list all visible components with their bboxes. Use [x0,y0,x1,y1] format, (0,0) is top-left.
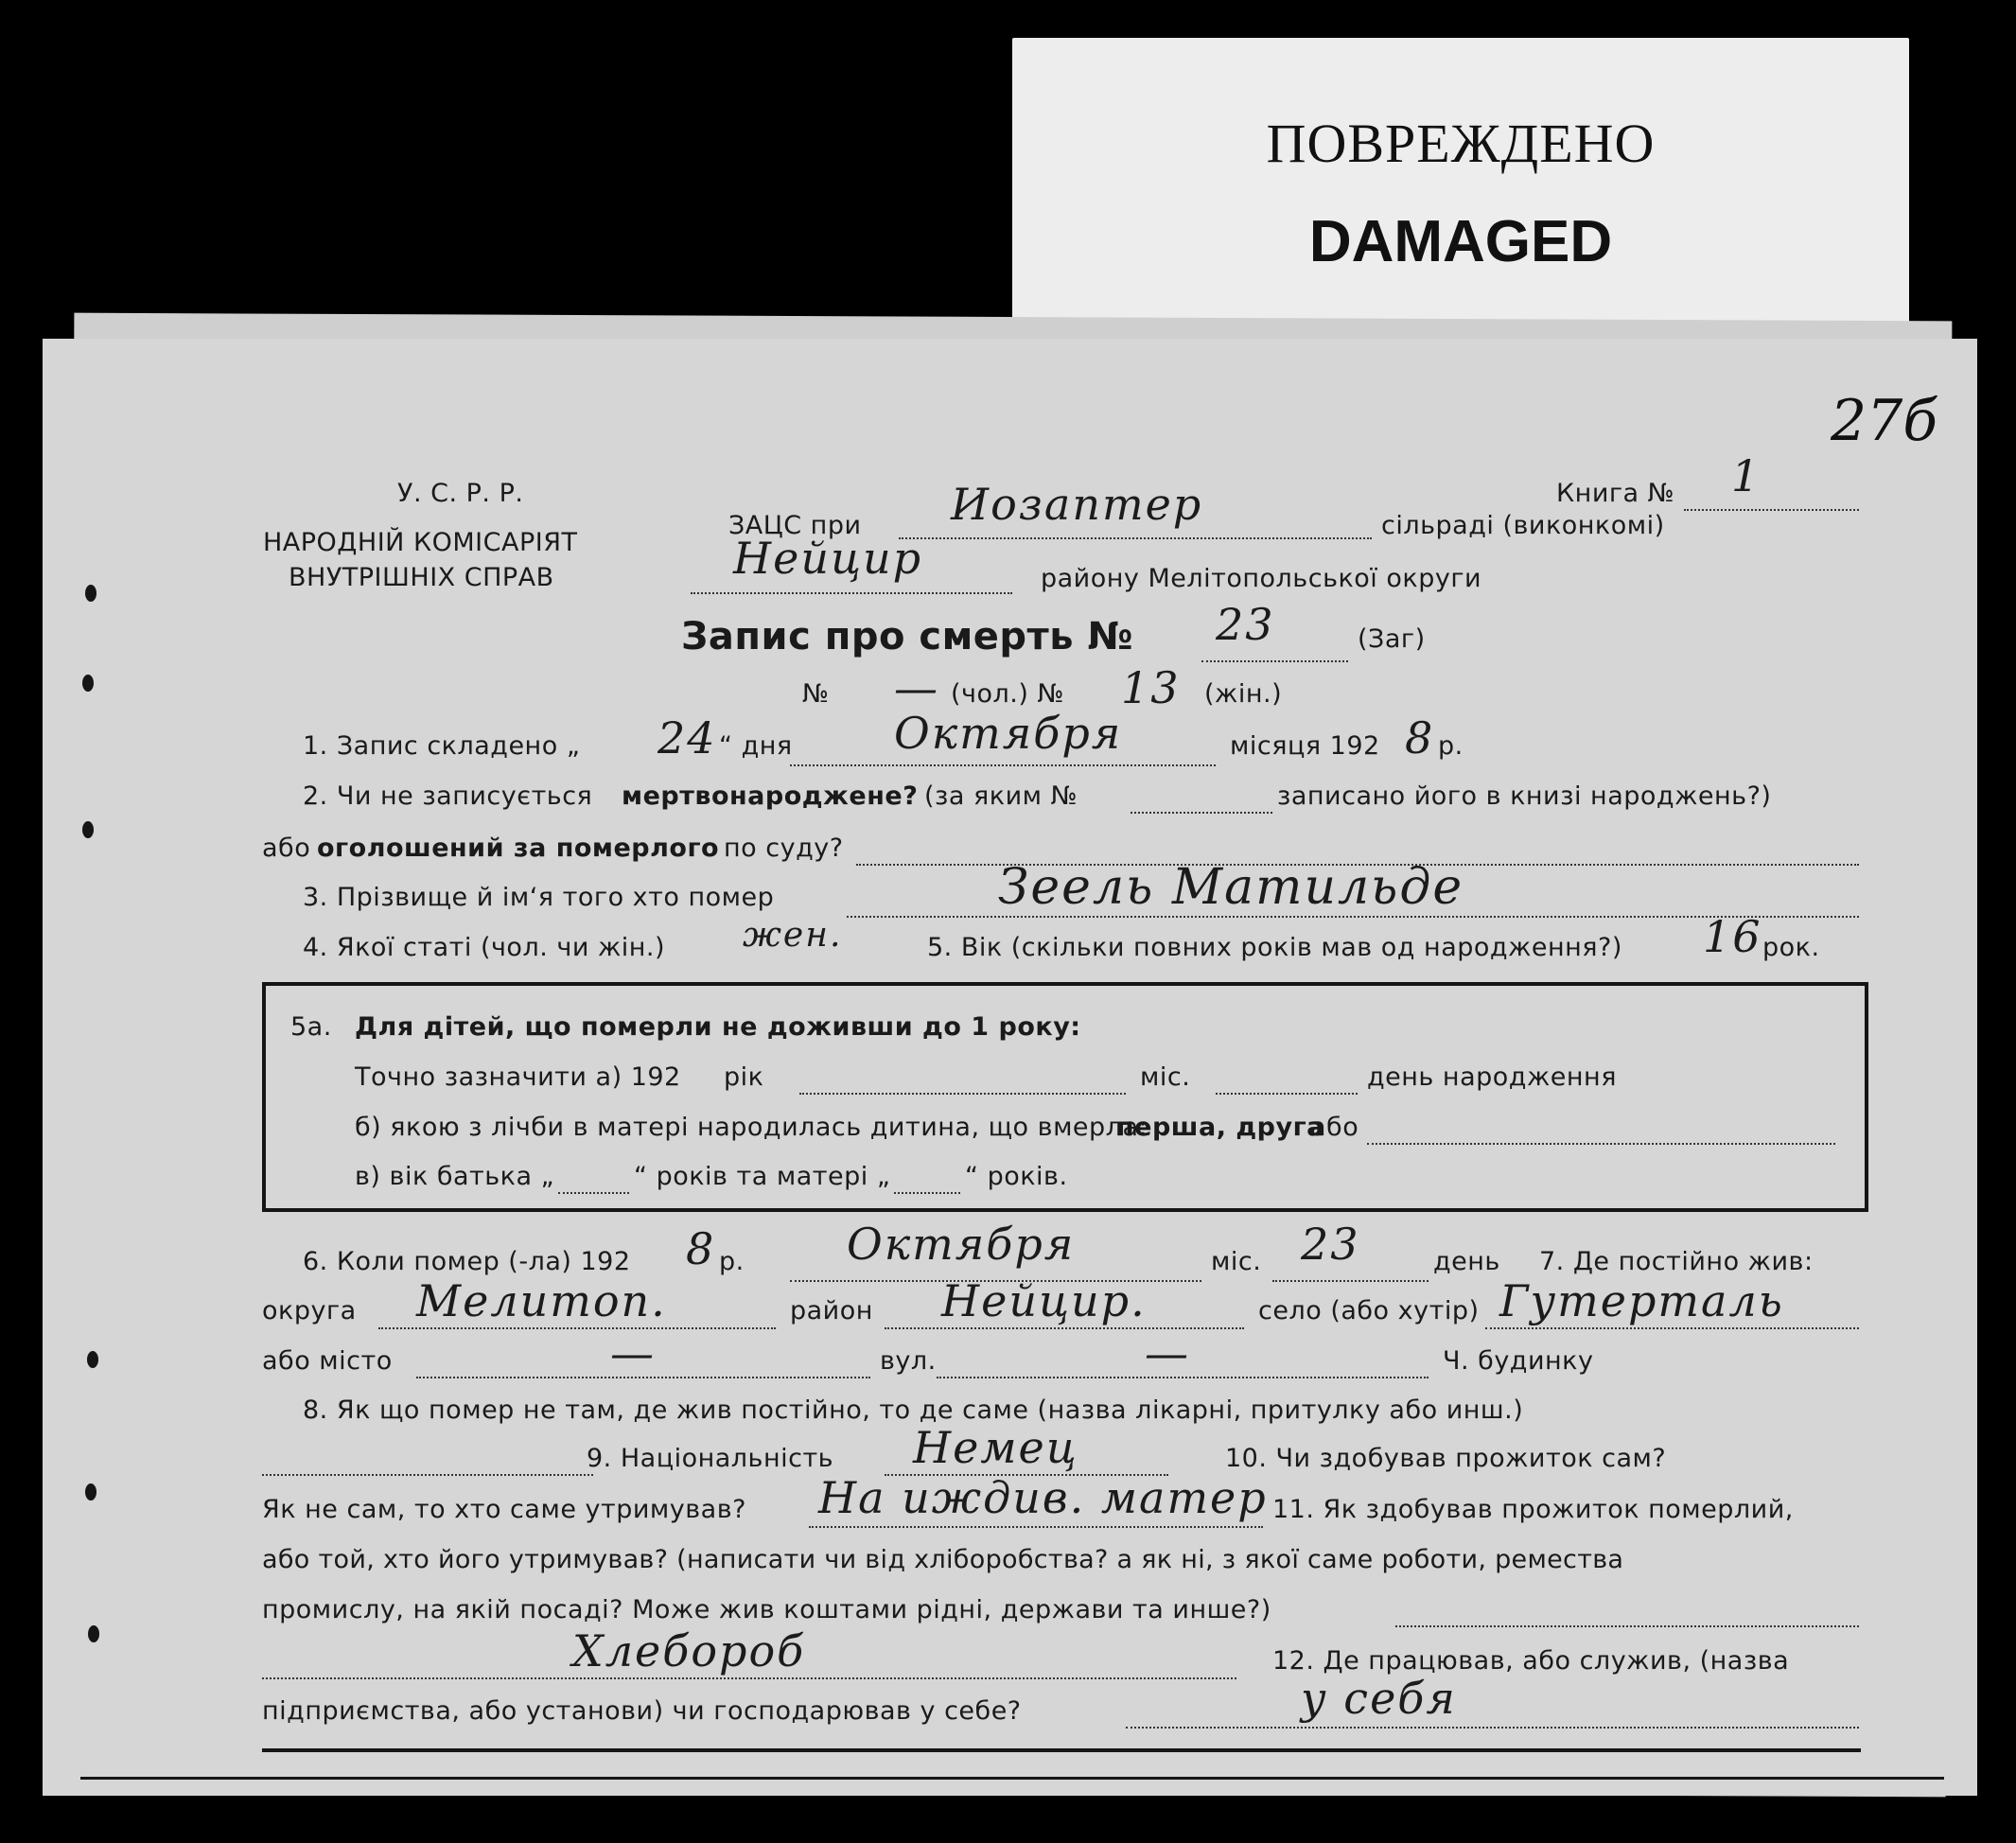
field-10b-label: Як не сам, то хто саме утримував? [262,1495,746,1524]
field-1-month-handwritten: Октября [894,708,1123,759]
field-8-line [262,1474,593,1476]
misto-line [416,1377,870,1378]
field-1-mid: “ дня [719,731,793,761]
bottom-edge-rule [80,1777,1944,1780]
field-1-day-handwritten: 24 [657,712,717,764]
field-6-mis: міс. [1211,1247,1262,1276]
section-5a-line-a-day: день народження [1367,1062,1617,1092]
sub-number-label: № [802,679,830,709]
vul-line [937,1377,1429,1378]
damaged-stamp [1012,38,1909,331]
death-day-handwritten: 23 [1301,1219,1360,1270]
field-10-label: 10. Чи здобував прожиток сам? [1225,1444,1667,1473]
age-handwritten: 16 [1703,911,1762,962]
section-5a-father-age-line [558,1192,629,1194]
field-7-label: 7. Де постійно жив: [1539,1247,1814,1276]
vul-label: вул. [880,1346,937,1376]
field-5-label: 5. Вік (скільки повних років мав од народження?) [927,933,1622,962]
field-5-suffix: рок. [1762,933,1820,962]
district-line [691,592,1012,594]
section-5a-line-b-prefix: б) якою з лічби в матері народилась дитина, що вмерла: [355,1113,1148,1142]
section-5a-line-a-prefix: Точно зазначити а) 192 [355,1062,681,1092]
record-title: Запис про смерть № [681,615,1134,658]
punch-hole [85,585,96,602]
nationality-handwritten: Немец [913,1422,1078,1473]
section-5a-month-line [1216,1093,1358,1095]
selo-label: село (або хутір) [1258,1296,1480,1325]
punch-hole [82,821,94,838]
village-council-suffix: сільраді (виконкомі) [1381,511,1665,540]
okruha-handwritten: Мелитоп. [416,1275,667,1326]
punch-hole [87,1351,98,1368]
field-4-label: 4. Якої статі (чол. чи жін.) [303,933,666,962]
stamp-english-text: DAMAGED [1308,209,1613,274]
misto-handwritten: — [610,1327,656,1378]
raion-label: район [790,1296,873,1325]
selo-handwritten: Гутерталь [1499,1275,1784,1326]
district-suffix: району Мелітопольської округи [1041,564,1482,593]
section-5a-year-line [799,1093,1126,1095]
field-6-den: день [1433,1247,1500,1276]
punch-hole [85,1483,96,1501]
death-day-line [1272,1280,1429,1282]
section-5a-line-b-bold: перша, друга [1116,1113,1324,1142]
supporter-handwritten: На иждив. матер [818,1472,1268,1523]
field-11-line-3: промислу, на якій посаді? Може жив коштами рідні, держави та инше?) [262,1595,1271,1624]
section-5a-line-c-suffix: “ років. [965,1162,1068,1191]
section-5a-number: 5а. [290,1012,332,1042]
field-1-prefix: 1. Запис складено „ [303,731,581,761]
workplace-handwritten: у себя [1301,1673,1457,1724]
section-5a-line-b-suffix: або [1310,1113,1359,1142]
deceased-name-handwritten: Зеель Матильде [998,859,1464,916]
death-month-handwritten: Октября [847,1219,1076,1270]
field-1-suffix: місяця 192 [1230,731,1380,761]
zags-prefix: ЗАЦС при [728,511,862,540]
raion-handwritten: Нейцир. [941,1275,1147,1326]
field-3-label: 3. Прізвище й ім‘я того хто помер [303,883,775,912]
male-number-label: (чол.) № [951,679,1065,709]
field-12-label: 12. Де працював, або служив, (назва [1272,1646,1790,1676]
field-8-label: 8. Як що помер не там, де жив постійно, то де саме (назва лікарні, притулку або инш.) [303,1395,1524,1425]
section-5a-line-c-prefix: в) вік батька „ [355,1162,555,1191]
village-council-line [899,537,1372,539]
stamp-ukrainian-text: ПОВРЕЖДЕНО [1266,113,1656,174]
field-1-month-line [790,764,1216,766]
field-11-line-2: або той, хто його утримував? (написати чи від хліборобства? а як ні, з якої саме роботи, ремества [262,1545,1624,1574]
field-2-suffix: записано його в книзі народжень?) [1277,781,1772,811]
field-1-year-handwritten: 8 [1405,712,1435,764]
book-label: Книга № [1556,479,1675,508]
selo-line [1485,1327,1859,1329]
field-2-line2-suffix: по суду? [724,834,844,863]
field-9-label: 9. Національність [587,1444,834,1473]
okruha-label: округа [262,1296,357,1325]
field-11-label: 11. Як здобував прожиток померлий, [1272,1495,1794,1524]
female-number-handwritten: 13 [1121,662,1181,713]
field-6-prefix: 6. Коли помер (-ла) 192 [303,1247,631,1276]
budynok-label: Ч. будинку [1443,1346,1594,1376]
ministry-line-2: ВНУТРІШНІХ СПРАВ [289,563,554,592]
archive-page-number: 27б [1831,388,1937,454]
supporter-line [809,1526,1263,1528]
vul-handwritten: — [1145,1327,1190,1378]
record-title-suffix: (Заг) [1358,624,1426,654]
occupation-line [262,1677,1236,1679]
sex-handwritten: жен. [743,916,843,955]
section-5a-mother-age-line [894,1192,960,1194]
district-handwritten: Нейцир [733,533,923,584]
section-5a-heading: Для дітей, що померли не доживши до 1 року: [355,1012,1081,1042]
field-2-line2-prefix: або [262,834,311,863]
punch-hole [88,1625,99,1642]
workplace-line [1126,1727,1859,1729]
male-number-handwritten: — [894,662,939,713]
occupation-handwritten: Хлебороб [572,1625,806,1676]
female-number-label: (жін.) [1204,679,1283,709]
ministry-line-1: НАРОДНІЙ КОМІСАРІЯТ [263,528,578,557]
death-record-form [43,339,1977,1796]
field-2-number-line [1131,812,1272,814]
village-council-handwritten: Иозаптер [951,479,1203,530]
section-5a-line-a-month: міс. [1140,1062,1191,1092]
misto-label: або місто [262,1346,393,1376]
bottom-rule [262,1748,1861,1752]
book-number-handwritten: 1 [1731,450,1762,501]
okruha-line [378,1327,776,1329]
book-number-line [1684,509,1859,511]
punch-hole [82,675,94,692]
field-12-line-2: підприємства, або установи) чи господарював у себе? [262,1696,1022,1726]
death-year-handwritten: 8 [686,1223,716,1274]
field-2-prefix: 2. Чи не записується [303,781,593,811]
field-6-r: р. [719,1247,745,1276]
raion-line [885,1327,1244,1329]
field-2-mid: (за яким № [924,781,1078,811]
field-2-bold: мертвонароджене? [622,781,919,811]
field-11-line-3-fill [1395,1625,1859,1627]
section-5a-line-c-mid: “ років та матері „ [634,1162,891,1191]
record-number-handwritten: 23 [1216,599,1275,650]
section-5a-line-a-year: рік [724,1062,764,1092]
field-2-line2-bold: оголошений за померлого [317,834,720,863]
field-1-end: р. [1438,731,1464,761]
record-number-line [1201,660,1348,662]
republic-label: У. С. Р. Р. [397,479,524,508]
section-5a-order-line [1367,1143,1835,1145]
